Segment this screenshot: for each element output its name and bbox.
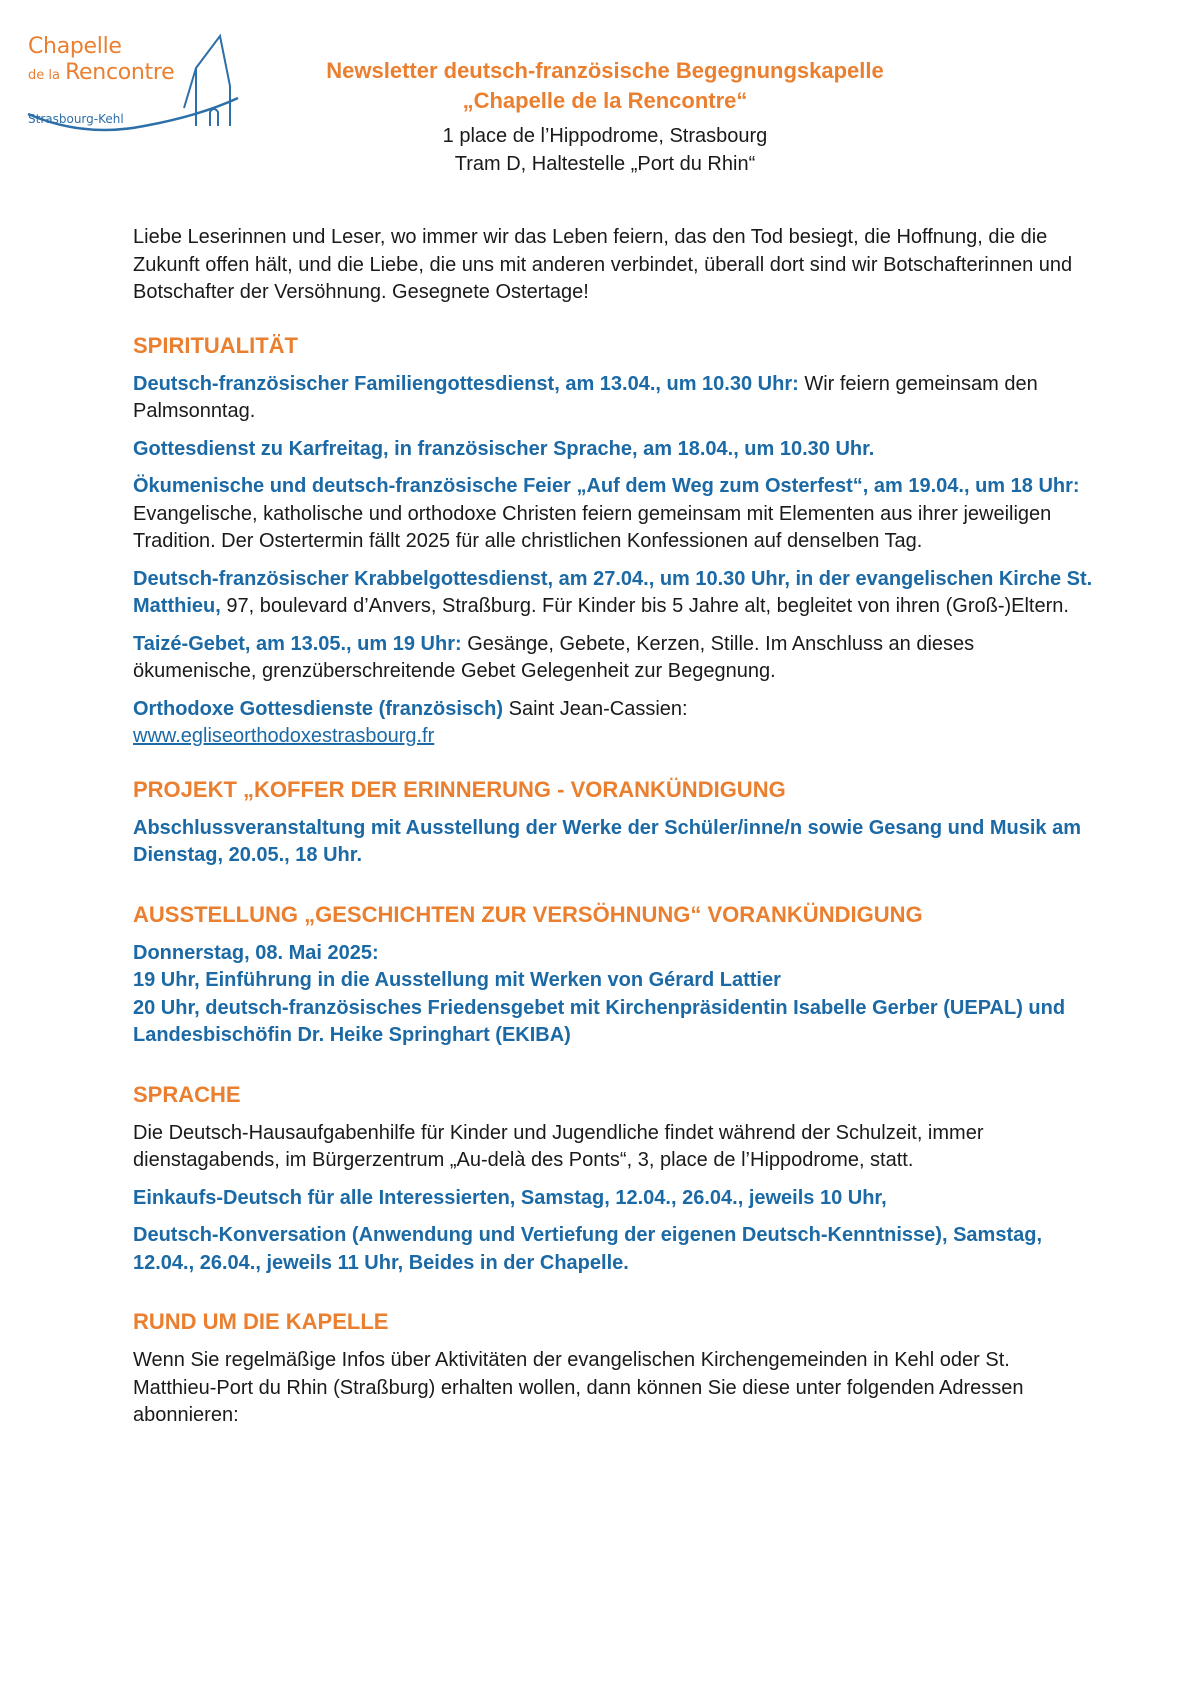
event-paragraph [133, 566, 1093, 621]
section-heading-sprache: SPRACHE [133, 1081, 241, 1107]
chapelle-logo [24, 30, 239, 136]
event-title: Gottesdienst zu Karfreitag, in französischer Sprache, am 18.04., um 10.30 Uhr. [133, 437, 875, 460]
event-paragraph [133, 436, 1093, 464]
intro-paragraph: Liebe Leserinnen und Leser, wo immer wir das Leben feiern, das den Tod besiegt, die Hoffnung, die die Zukunft offen hält, und die Liebe, die uns mit anderen verbindet, überall dort sind wir Botschafterinnen und Botschafter der Versöhnung. Gesegnete Ostertage! [133, 226, 1073, 303]
homework-help-paragraph: Die Deutsch-Hausaufgabenhilfe für Kinder und Jugendliche findet während der Schulzeit, immer dienstagabends, im Bürgerzentrum „Au-delà des Ponts“, 3, place de l’Hippodrome, statt. [133, 1121, 984, 1171]
address-line-2: Tram D, Haltestelle „Port du Rhin“ [454, 153, 756, 175]
newsletter-subtitle: „Chapelle de la Rencontre“ [462, 88, 748, 113]
section-heading-spiritualitaet: SPIRITUALITÄT [133, 332, 298, 358]
exhibition-date: Donnerstag, 08. Mai 2025: [133, 941, 379, 964]
event-title: Abschlussveranstaltung mit Ausstellung der Werke der Schüler/inne/n sowie Gesang und Musik am Dienstag, 20.05., 18 Uhr. [133, 816, 1082, 866]
logo-line-2-small: de la [28, 68, 60, 83]
exhibition-prayer: 20 Uhr, deutsch-französisches Friedensgebet mit Kirchenpräsidentin Isabelle Gerber (UEPAL) und Landesbischöfin Dr. Heike Springhart (EKIBA) [133, 996, 1066, 1046]
section-heading-projekt: PROJEKT „KOFFER DER ERINNERUNG - VORANKÜNDIGUNG [133, 776, 786, 802]
event-title: Einkaufs-Deutsch für alle Interessierten, Samstag, 12.04., 26.04., jeweils 10 Uhr, [133, 1186, 887, 1209]
event-title: Deutsch-französischer Krabbelgottesdienst, am 27.04., um 10.30 Uhr, in der evangelischen Kirche St. Matthieu, [133, 567, 1093, 617]
event-text: Gesänge, Gebete, Kerzen, Stille. Im Anschluss an dieses ökumenische, grenzüberschreitende Gebet Gelegenheit zur Begegnung. [133, 632, 975, 682]
logo-line-3: Strasbourg-Kehl [28, 112, 124, 126]
exhibition-intro: 19 Uhr, Einführung in die Ausstellung mit Werken von Gérard Lattier [133, 969, 781, 991]
newsletter-title: Newsletter deutsch-französische Begegnungskapelle [326, 58, 884, 83]
event-text: 97, boulevard d’Anvers, Straßburg. Für Kinder bis 5 Jahre alt, begleitet von ihren (Groß-)Eltern. [220, 595, 1069, 617]
section-heading-ausstellung: AUSSTELLUNG „GESCHICHTEN ZUR VERSÖHNUNG“ VORANKÜNDIGUNG [133, 901, 923, 927]
newsletter-header [260, 56, 950, 178]
orthodox-website-link[interactable]: www.egliseorthodoxestrasbourg.fr [133, 725, 435, 747]
event-paragraph [133, 371, 1093, 426]
event-paragraph [133, 815, 1093, 870]
section-heading-rund: RUND UM DIE KAPELLE [133, 1309, 389, 1334]
logo-line-2 [28, 60, 174, 85]
address-line-1: 1 place de l’Hippodrome, Strasbourg [442, 125, 768, 147]
event-text: Wir feiern gemeinsam den Palmsonntag. [133, 372, 1038, 422]
event-title: Deutsch-Konversation (Anwendung und Vertiefung der eigenen Deutsch-Kenntnisse), Samstag, 12.04., 26.04., jeweils 11 Uhr, Beides in der Chapelle. [133, 1224, 1043, 1274]
event-paragraph [133, 696, 1093, 751]
event-title: Orthodoxe Gottesdienste (französisch) [133, 697, 504, 720]
event-text: Saint Jean-Cassien: [503, 697, 688, 720]
event-title: Deutsch-französischer Familiengottesdienst, am 13.04., um 10.30 Uhr: [133, 372, 799, 395]
newsletter-body [133, 224, 1093, 1430]
event-title: Ökumenische und deutsch-französische Feier „Auf dem Weg zum Osterfest“, am 19.04., um 18 Uhr: [133, 475, 1080, 497]
event-text: Evangelische, katholische und orthodoxe Christen feiern gemeinsam mit Elementen aus ihrer jeweiligen Tradition. Der Ostertermin fällt 2025 für alle christlichen Konfessionen auf denselben Tag. [133, 502, 1052, 552]
subscription-paragraph: Wenn Sie regelmäßige Infos über Aktivitäten der evangelischen Kirchengemeinden in Kehl oder St. Matthieu-Port du Rhin (Straßburg) erhalten wollen, dann können Sie diese unter folgenden Adressen abonnieren: [133, 1349, 1024, 1426]
logo-line-1: Chapelle [28, 34, 122, 59]
logo-line-2-big: Rencontre [65, 60, 175, 85]
event-paragraph [133, 631, 1093, 686]
event-title: Taizé-Gebet, am 13.05., um 19 Uhr: [133, 632, 462, 655]
event-paragraph [133, 473, 1093, 556]
